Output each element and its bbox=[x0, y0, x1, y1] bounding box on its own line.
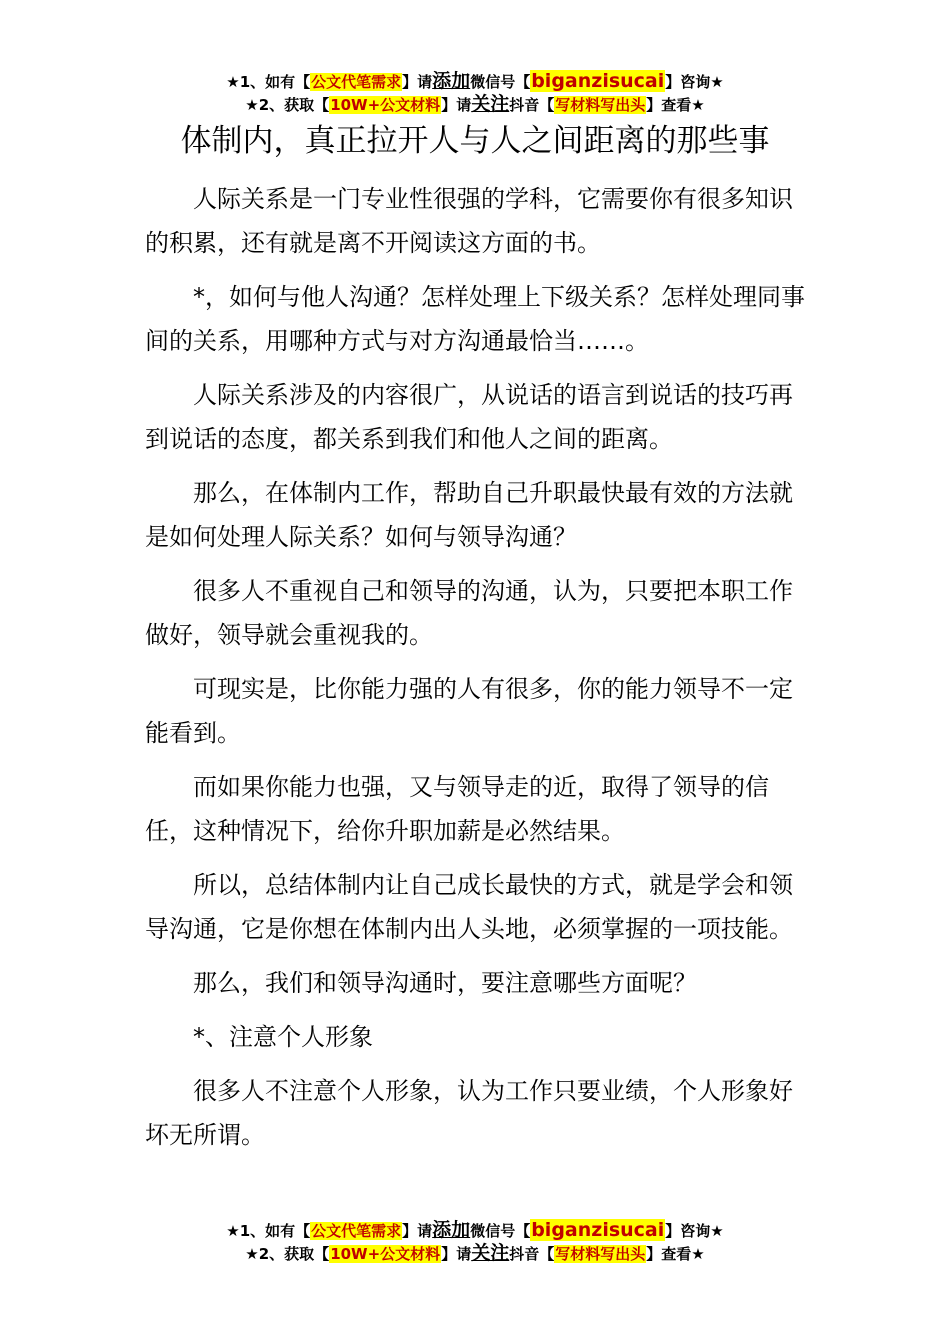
promo-highlight-materials: 10W+公文材料 bbox=[330, 1245, 441, 1263]
promo-highlight-service: 公文代笔需求 bbox=[311, 1222, 402, 1240]
promo-text: 】查看★ bbox=[646, 96, 705, 114]
paragraph: 人际关系涉及的内容很广，从说话的语言到说话的技巧再到说话的态度，都关系到我们和他人之间的距离。 bbox=[145, 381, 793, 453]
promo-text: 】请 bbox=[441, 96, 472, 114]
paragraph: 那么，我们和领导沟通时，要注意哪些方面呢？ bbox=[193, 969, 697, 997]
promo-text: 抖音【 bbox=[509, 1245, 555, 1263]
promo-text: 】咨询★ bbox=[665, 73, 724, 91]
paragraph: 人际关系是一门专业性很强的学科，它需要你有很多知识的积累，还有就是离不开阅读这方面的书。 bbox=[145, 185, 793, 257]
promo-underlined: 添加 bbox=[432, 1219, 471, 1241]
promo-header bbox=[0, 70, 950, 116]
promo-highlight-wechat: biganzisucai bbox=[531, 1219, 665, 1241]
promo-text: ★1、如有【 bbox=[226, 1222, 311, 1240]
promo-text: 抖音【 bbox=[509, 96, 555, 114]
promo-underlined: 添加 bbox=[432, 70, 471, 92]
paragraph: 很多人不注意个人形象，认为工作只要业绩，个人形象好坏无所谓。 bbox=[145, 1077, 793, 1149]
promo-text: 微信号【 bbox=[470, 73, 531, 91]
promo-highlight-wechat: biganzisucai bbox=[531, 70, 665, 92]
promo-text: 微信号【 bbox=[470, 1222, 531, 1240]
promo-text: ★1、如有【 bbox=[226, 73, 311, 91]
paragraph: 所以，总结体制内让自己成长最快的方式，就是学会和领导沟通，它是你想在体制内出人头地，必须掌握的一项技能。 bbox=[145, 871, 793, 943]
paragraph: 那么，在体制内工作，帮助自己升职最快最有效的方法就是如何处理人际关系？如何与领导沟通？ bbox=[145, 479, 793, 551]
paragraph: 可现实是，比你能力强的人有很多，你的能力领导不一定能看到。 bbox=[145, 675, 793, 747]
promo-line-2 bbox=[0, 93, 950, 116]
promo-underlined: 关注 bbox=[471, 1242, 510, 1264]
promo-footer bbox=[0, 1219, 950, 1265]
paragraph: 很多人不重视自己和领导的沟通，认为，只要把本职工作做好，领导就会重视我的。 bbox=[145, 577, 793, 649]
promo-text: ★2、获取【 bbox=[245, 96, 330, 114]
promo-line-2 bbox=[0, 1242, 950, 1265]
promo-highlight-service: 公文代笔需求 bbox=[311, 73, 402, 91]
section-heading: *、注意个人形象 bbox=[193, 1023, 373, 1051]
promo-text: 】请 bbox=[402, 1222, 433, 1240]
promo-text: ★2、获取【 bbox=[245, 1245, 330, 1263]
promo-highlight-materials: 10W+公文材料 bbox=[330, 96, 441, 114]
document-title: 体制内，真正拉开人与人之间距离的那些事 bbox=[180, 123, 770, 159]
promo-highlight-douyin: 写材料写出头 bbox=[555, 1245, 646, 1263]
promo-text: 】请 bbox=[402, 73, 433, 91]
promo-text: 】咨询★ bbox=[665, 1222, 724, 1240]
paragraph: 而如果你能力也强，又与领导走的近，取得了领导的信任，这种情况下，给你升职加薪是必然结果。 bbox=[145, 773, 769, 845]
promo-text: 】请 bbox=[441, 1245, 472, 1263]
promo-underlined: 关注 bbox=[471, 93, 510, 115]
promo-line-1 bbox=[0, 70, 950, 93]
promo-highlight-douyin: 写材料写出头 bbox=[555, 96, 646, 114]
promo-text: 】查看★ bbox=[646, 1245, 705, 1263]
paragraph: *，如何与他人沟通？怎样处理上下级关系？怎样处理同事间的关系，用哪种方式与对方沟通最恰当……。 bbox=[145, 283, 805, 355]
document-body bbox=[145, 177, 810, 1167]
promo-line-1 bbox=[0, 1219, 950, 1242]
